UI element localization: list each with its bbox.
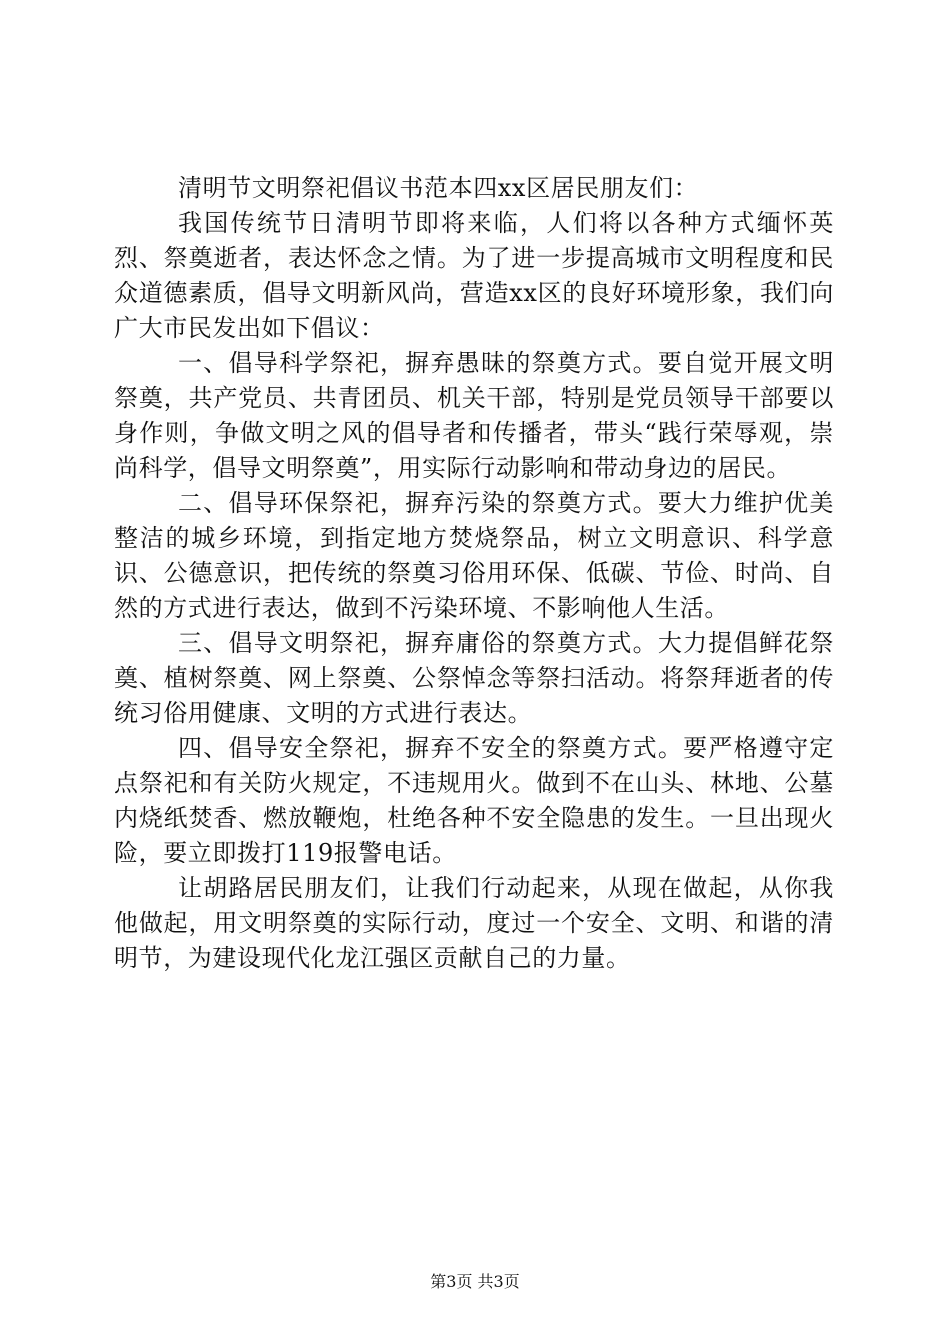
document-body [114,171,834,976]
item-one-paragraph: 一、倡导科学祭祀，摒弃愚昧的祭奠方式。要自觉开展文明祭奠，共产党员、共青团员、机关干部，特别是党员领导干部要以身作则，争做文明之风的倡导者和传播者，带头“践行荣辱观，崇尚科学，倡导文明祭奠”，用实际行动影响和带动身边的居民。 [114,349,834,482]
item-four-paragraph: 四、倡导安全祭祀，摒弃不安全的祭奠方式。要严格遵守定点祭祀和有关防火规定，不违规用火。做到不在山头、林地、公墓内烧纸焚香、燃放鞭炮，杜绝各种不安全隐患的发生。一旦出现火险，要立即拨打119报警电话。 [114,734,834,867]
intro-paragraph: 我国传统节日清明节即将来临，人们将以各种方式缅怀英烈、祭奠逝者，表达怀念之情。为了进一步提高城市文明程度和民众道德素质，倡导文明新风尚，营造xx区的良好环境形象，我们向广大市民发出如下倡议： [114,209,834,342]
item-three-paragraph: 三、倡导文明祭祀，摒弃庸俗的祭奠方式。大力提倡鲜花祭奠、植树祭奠、网上祭奠、公祭悼念等祭扫活动。将祭拜逝者的传统习俗用健康、文明的方式进行表达。 [114,629,834,727]
page-number-footer: 第3页 共3页 [430,1272,520,1291]
closing-paragraph: 让胡路居民朋友们，让我们行动起来，从现在做起，从你我他做起，用文明祭奠的实际行动，度过一个安全、文明、和谐的清明节，为建设现代化龙江强区贡献自己的力量。 [114,874,834,972]
title-paragraph: 清明节文明祭祀倡议书范本四xx区居民朋友们： [178,174,699,202]
item-two-paragraph: 二、倡导环保祭祀，摒弃污染的祭奠方式。要大力维护优美整洁的城乡环境，到指定地方焚烧祭品，树立文明意识、科学意识、公德意识，把传统的祭奠习俗用环保、低碳、节俭、时尚、自然的方式进行表达，做到不污染环境、不影响他人生活。 [114,489,834,622]
